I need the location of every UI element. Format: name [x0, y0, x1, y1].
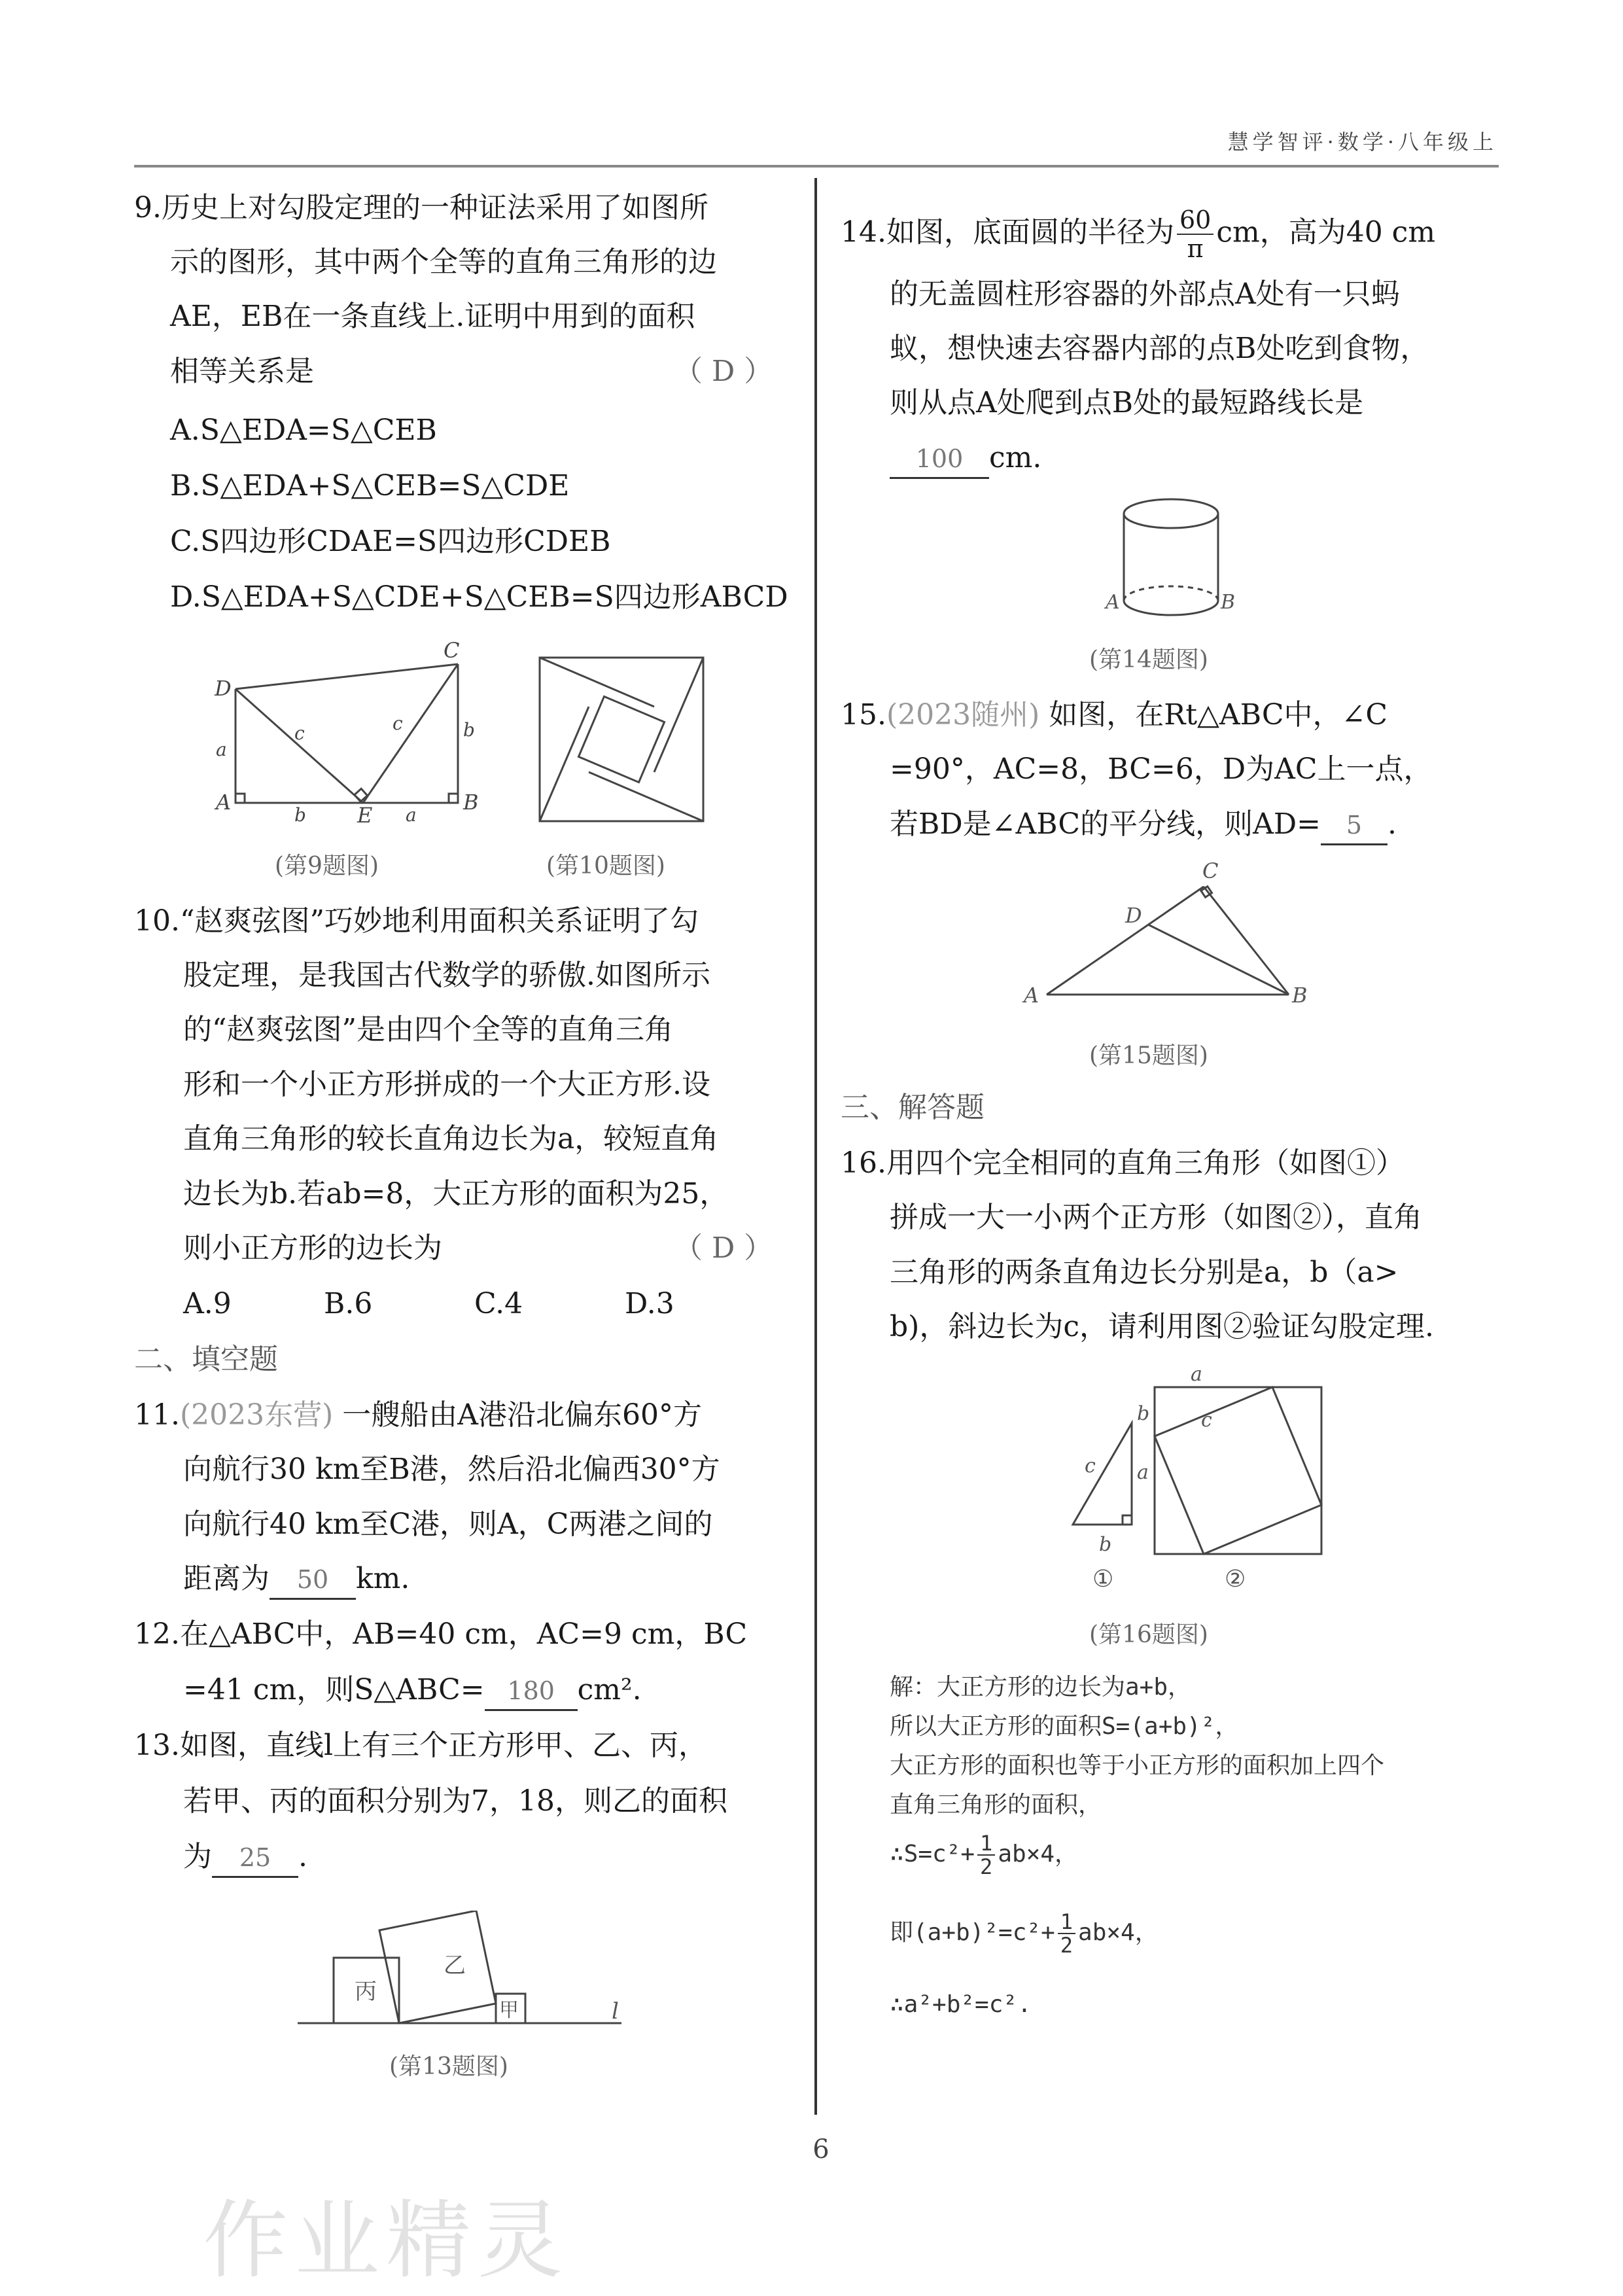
- q16-fig-two: ②: [1225, 1566, 1246, 1593]
- section-solutions: 三、解答题: [841, 1091, 985, 1124]
- q10-option-d: D.3: [625, 1287, 674, 1320]
- q9-side-c2: c: [393, 713, 403, 734]
- q14-line-4: 则从点A处爬到点B处的最短路线长是: [890, 386, 1364, 419]
- q14-line-5: [890, 440, 1041, 479]
- q12-line-2-post: cm².: [577, 1673, 642, 1706]
- q12-answer: 180: [485, 1672, 578, 1711]
- q15-line-3-pre: 若BD是∠ABC的平分线，则AD=: [890, 807, 1321, 841]
- q13-line-3: [183, 1839, 307, 1878]
- q12-line-2-pre: =41 cm，则S△ABC=: [183, 1673, 485, 1706]
- q10-answer: （ D ）: [674, 1231, 773, 1265]
- q15-answer: 5: [1321, 807, 1387, 845]
- q15-line-1: [841, 697, 1387, 733]
- q16-sol-line-1: 解：大正方形的边长为a+b，: [890, 1674, 1192, 1701]
- q9-option-a: A.S△EDA=S△CEB: [170, 414, 437, 447]
- q16-sol-line-5: [890, 1832, 1078, 1884]
- q12-line-1: 12.在△ABC中，AB=40 cm，AC=9 cm，BC: [134, 1617, 748, 1651]
- q10-line-6: 边长为b.若ab=8，大正方形的面积为25，: [183, 1177, 729, 1210]
- q14-label-b: B: [1221, 591, 1236, 614]
- q10-figure: [530, 651, 707, 828]
- q16-sol-line-6: [890, 1911, 1159, 1963]
- q9-label-a: A: [216, 790, 232, 815]
- q16-sol-line-4: 直角三角形的面积，: [890, 1792, 1102, 1818]
- q16-fig2-c: c: [1201, 1409, 1212, 1432]
- q16-sol-6-frac: [1058, 1911, 1075, 1956]
- q15-label-d: D: [1125, 903, 1142, 928]
- q10-line-3: 的“赵爽弦图”是由四个全等的直角三角: [183, 1013, 673, 1046]
- q16-fig2-a: a: [1191, 1363, 1202, 1386]
- q10-line-5: 直角三角形的较长直角边长为a，较短直角: [183, 1122, 719, 1156]
- q9-side-b1: b: [294, 804, 306, 826]
- q9-side-a2: a: [406, 804, 417, 826]
- q10-option-c: C.4: [474, 1287, 523, 1320]
- q13-last-post: .: [298, 1840, 307, 1873]
- q15-line-1-text: 如图，在Rt△ABC中，∠C: [1039, 698, 1388, 732]
- q14-label-a: A: [1106, 591, 1120, 614]
- q16-sol-6-pre: 即(a+b)²=c²+: [890, 1919, 1055, 1946]
- q16-sol-6-post: ab×4，: [1078, 1919, 1159, 1946]
- q14-caption: (第14题图): [1089, 646, 1208, 673]
- q11-line-2: 向航行30 km至B港，然后沿北偏西30°方: [183, 1453, 720, 1486]
- q13-line-2: 若甲、丙的面积分别为7，18，则乙的面积: [183, 1784, 727, 1818]
- q16-fig1-b: b: [1099, 1533, 1112, 1556]
- q14-line-1: [841, 206, 1435, 265]
- q10-option-a: A.9: [183, 1287, 232, 1320]
- q9-side-a1: a: [216, 739, 227, 760]
- q15-prefix: 15.: [841, 698, 886, 732]
- q9-label-e: E: [357, 803, 373, 828]
- q9-option-d: D.S△EDA+S△CDE+S△CEB=S四边形ABCD: [170, 580, 788, 614]
- q16-figure: [994, 1361, 1335, 1597]
- q11-last-post: km.: [356, 1562, 410, 1595]
- q11-line-3: 向航行40 km至C港，则A，C两港之间的: [183, 1508, 713, 1541]
- q16-caption: (第16题图): [1089, 1621, 1208, 1648]
- q16-sol-6-frac-den: 2: [1060, 1933, 1073, 1958]
- q14-line-1-pre: 14.如图，底面圆的半径为: [841, 215, 1174, 249]
- q14-line-2: 的无盖圆柱形容器的外部点A处有一只蚂: [890, 277, 1400, 311]
- q16-fig-one: ①: [1092, 1566, 1114, 1593]
- q14-last-post: cm.: [989, 441, 1042, 474]
- q16-fig1-c: c: [1085, 1455, 1096, 1477]
- q13-caption: (第13题图): [389, 2053, 508, 2080]
- q15-figure: [1017, 857, 1318, 1014]
- q10-fig-caption: (第10题图): [546, 853, 665, 879]
- q13-answer: 25: [212, 1839, 298, 1878]
- q14-frac-den: π: [1187, 234, 1204, 263]
- q13-label-l: l: [612, 1998, 619, 2024]
- q9-answer: （ D ）: [674, 355, 773, 388]
- q12-line-2: [183, 1672, 642, 1711]
- q9-side-c1: c: [294, 722, 305, 744]
- q14-answer: 100: [890, 440, 989, 479]
- q15-caption: (第15题图): [1089, 1042, 1208, 1069]
- q15-label-b: B: [1292, 983, 1308, 1008]
- q15-line-3-post: .: [1387, 807, 1397, 841]
- q9-label-d: D: [215, 676, 232, 701]
- q14-line-1-post: cm，高为40 cm: [1216, 215, 1436, 249]
- q11-source: (2023东营): [179, 1398, 334, 1432]
- q16-sol-5-frac: [977, 1832, 995, 1878]
- q16-line-1: 16.用四个完全相同的直角三角形（如图①）: [841, 1146, 1405, 1180]
- page-number: 6: [812, 2134, 829, 2164]
- q11-prefix: 11.: [134, 1398, 180, 1432]
- q10-line-1: 10.“赵爽弦图”巧妙地利用面积关系证明了勾: [134, 904, 699, 938]
- q10-line-4: 形和一个小正方形拼成的一个大正方形.设: [183, 1068, 710, 1101]
- q9-label-c: C: [444, 638, 460, 663]
- q9-line-3: AE，EB在一条直线上.证明中用到的面积: [170, 300, 695, 333]
- q16-sol-5-pre: ∴S=c²+: [890, 1841, 975, 1867]
- q16-line-2: 拼成一大一小两个正方形（如图②），直角: [890, 1201, 1422, 1234]
- q10-line-2: 股定理，是我国古代数学的骄傲.如图所示: [183, 959, 710, 992]
- q14-figure: [1099, 491, 1243, 622]
- q9-label-b: B: [463, 790, 479, 815]
- q14-frac-num: 60: [1177, 206, 1213, 235]
- q11-line-1-text: 一艘船由A港沿北偏东60°方: [333, 1398, 703, 1432]
- q16-sol-line-7: ∴a²+b²=c².: [890, 1991, 1032, 2018]
- q9-option-c: C.S四边形CDAE=S四边形CDEB: [170, 525, 611, 558]
- q16-fig2-b: b: [1137, 1402, 1150, 1425]
- q15-source: (2023随州): [886, 698, 1040, 732]
- q14-fraction: [1177, 206, 1213, 262]
- q11-answer: 50: [270, 1561, 356, 1600]
- q13-label-jia: 甲: [499, 1999, 519, 2022]
- q14-line-3: 蚁，想快速去容器内部的点B处吃到食物，: [890, 332, 1429, 365]
- q11-line-1: [134, 1397, 702, 1434]
- q13-label-yi: 乙: [444, 1952, 466, 1979]
- q11-line-4: [183, 1561, 410, 1600]
- column-divider: [814, 178, 817, 2115]
- q9-option-b: B.S△EDA+S△CEB=S△CDE: [170, 469, 570, 503]
- q13-figure: [294, 1911, 635, 2041]
- q16-sol-5-frac-num: 1: [977, 1832, 995, 1856]
- q16-line-4: b)，斜边长为c，请利用图②验证勾股定理.: [890, 1310, 1434, 1343]
- q11-last-pre: 距离为: [183, 1562, 270, 1595]
- q16-sol-5-frac-den: 2: [980, 1854, 993, 1879]
- q13-label-bing: 丙: [355, 1979, 377, 2005]
- q16-sol-line-2: 所以大正方形的面积S=(a+b)²，: [890, 1713, 1239, 1740]
- q16-sol-6-frac-num: 1: [1058, 1911, 1075, 1934]
- q15-label-c: C: [1202, 858, 1219, 883]
- section-fill-in: 二、填空题: [134, 1343, 278, 1376]
- q13-last-pre: 为: [183, 1840, 212, 1873]
- q9-figure: [203, 638, 484, 828]
- q15-label-a: A: [1024, 983, 1039, 1008]
- watermark: 作业精灵: [203, 2191, 570, 2290]
- q16-sol-5-post: ab×4，: [998, 1841, 1079, 1867]
- q10-line-7: 则小正方形的边长为: [183, 1231, 442, 1265]
- header-title: 慧学智评·数学·八年级上: [1227, 130, 1497, 154]
- q10-option-b: B.6: [324, 1287, 373, 1320]
- q16-line-3: 三角形的两条直角边长分别是a，b（a>: [890, 1256, 1399, 1289]
- q9-line-2: 示的图形，其中两个全等的直角三角形的边: [170, 245, 717, 279]
- q9-line-1: 9.历史上对勾股定理的一种证法采用了如图所: [134, 191, 708, 224]
- header-rule: [134, 165, 1499, 168]
- q15-line-2: =90°，AC=8，BC=6，D为AC上一点，: [890, 752, 1433, 786]
- q16-fig1-a: a: [1137, 1461, 1149, 1484]
- q9-caption: (第9题图): [275, 853, 379, 879]
- q13-line-1: 13.如图，直线l上有三个正方形甲、乙、丙，: [134, 1729, 708, 1762]
- q9-line-4: 相等关系是: [170, 355, 314, 388]
- q15-line-3: [890, 806, 1397, 845]
- q9-side-b2: b: [463, 719, 475, 741]
- q16-sol-line-3: 大正方形的面积也等于小正方形的面积加上四个: [890, 1752, 1385, 1779]
